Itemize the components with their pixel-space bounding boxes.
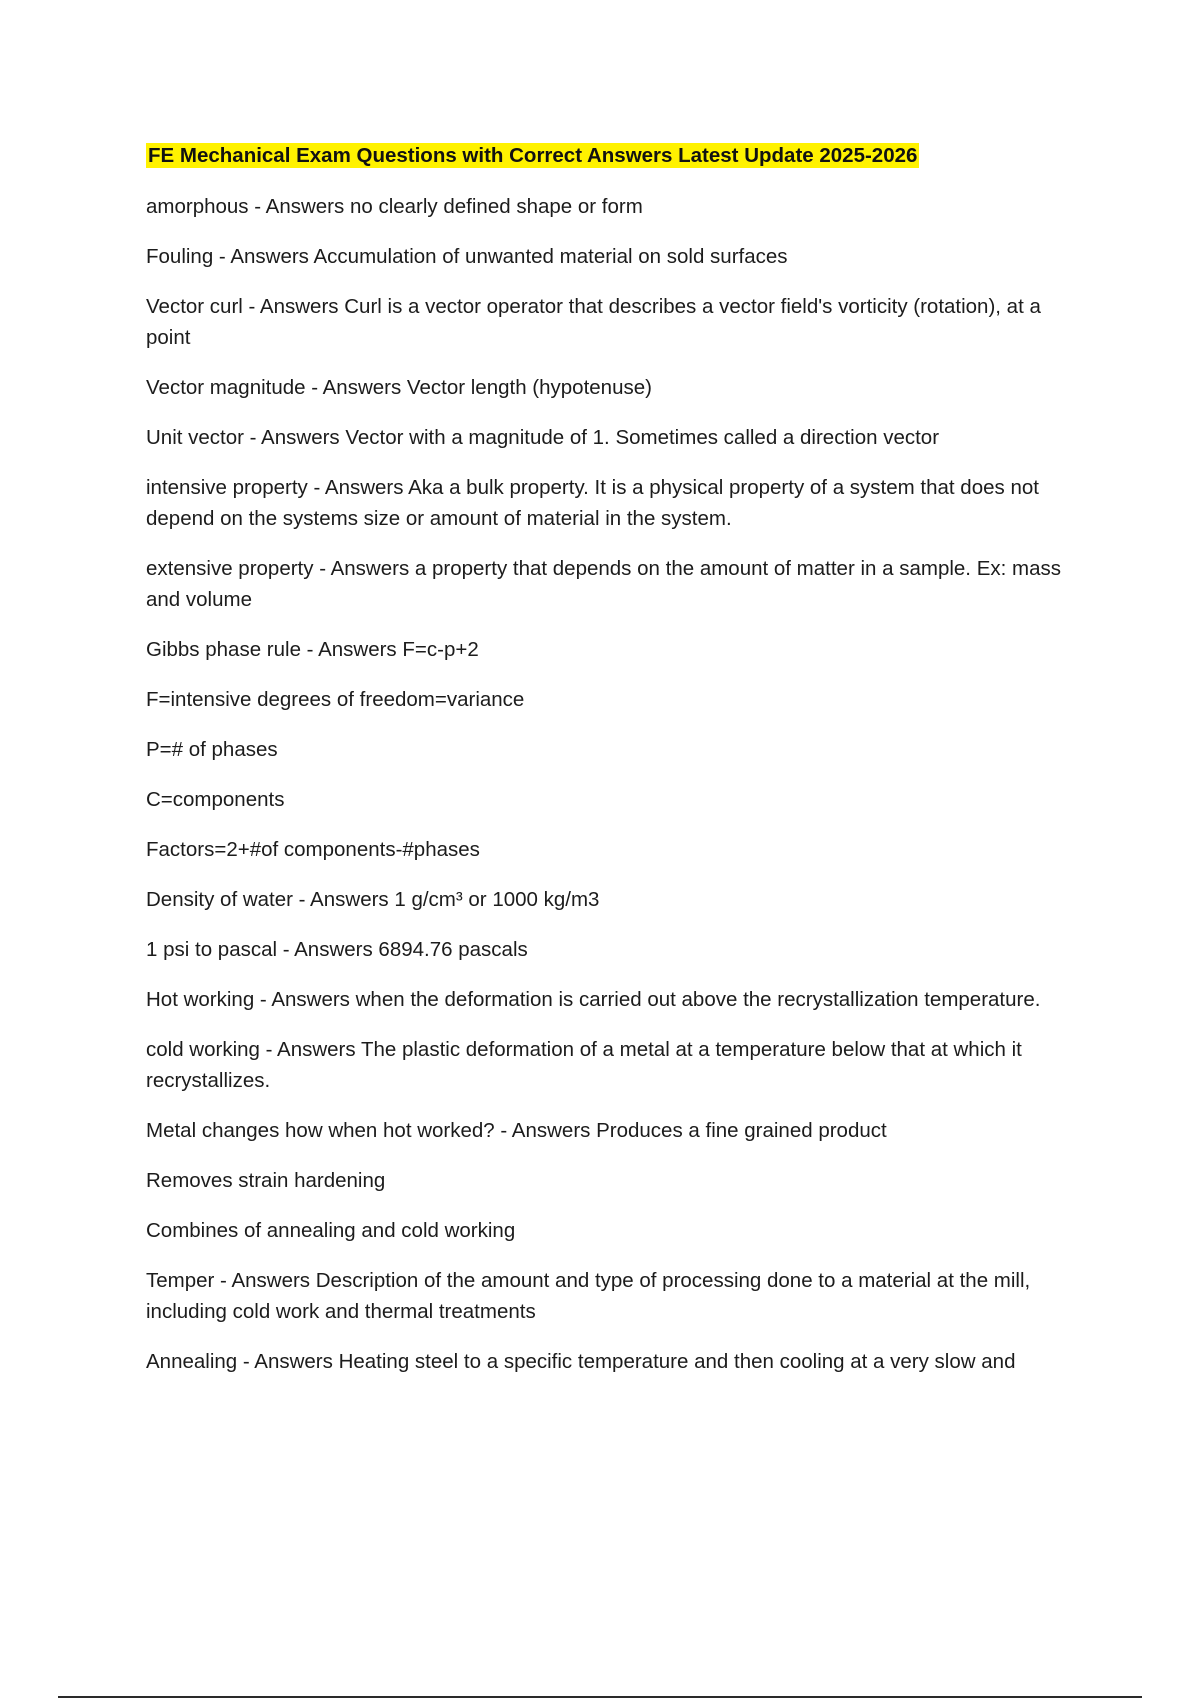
entry-combines-annealing: Combines of annealing and cold working: [146, 1219, 516, 1242]
entry-hot-worked-changes: Metal changes how when hot worked? - Answers Produces a fine grained product: [146, 1119, 887, 1142]
entry-cold-working: cold working - Answers The plastic deformation of a metal at a temperature below that at which it recrystallizes.: [146, 1038, 1022, 1092]
entry-gibbs-f-definition: F=intensive degrees of freedom=variance: [146, 688, 525, 711]
entry-gibbs-factors: Factors=2+#of components-#phases: [146, 838, 480, 861]
document-title: FE Mechanical Exam Questions with Correct Answers Latest Update 2025-2026: [148, 144, 918, 167]
footer-divider: [58, 1696, 1142, 1698]
entry-density-of-water: Density of water - Answers 1 g/cm³ or 1000 kg/m3: [146, 888, 600, 911]
entry-removes-strain-hardening: Removes strain hardening: [146, 1169, 386, 1192]
entry-annealing: Annealing - Answers Heating steel to a specific temperature and then cooling at a very slow and: [146, 1350, 1016, 1373]
entry-temper: Temper - Answers Description of the amount and type of processing done to a material at the mill, including cold work and thermal treatments: [146, 1269, 1031, 1323]
entry-gibbs-phase-rule: Gibbs phase rule - Answers F=c-p+2: [146, 638, 479, 661]
entry-fouling: Fouling - Answers Accumulation of unwanted material on sold surfaces: [146, 245, 788, 268]
entry-unit-vector: Unit vector - Answers Vector with a magnitude of 1. Sometimes called a direction vector: [146, 426, 940, 449]
document-title-line: [146, 141, 1091, 173]
document-body: [146, 141, 1091, 1396]
entry-amorphous: amorphous - Answers no clearly defined shape or form: [146, 195, 643, 218]
entry-extensive-property: extensive property - Answers a property that depends on the amount of matter in a sample. Ex: mass and volume: [146, 557, 1061, 611]
entry-hot-working: Hot working - Answers when the deformation is carried out above the recrystallization temperature.: [146, 988, 1041, 1011]
entry-psi-to-pascal: 1 psi to pascal - Answers 6894.76 pascals: [146, 938, 528, 961]
entry-gibbs-p-definition: P=# of phases: [146, 738, 278, 761]
entry-vector-curl: Vector curl - Answers Curl is a vector operator that describes a vector field's vorticity (rotation), at a point: [146, 295, 1041, 349]
entry-intensive-property: intensive property - Answers Aka a bulk property. It is a physical property of a system that does not depend on the systems size or amount of material in the system.: [146, 476, 1039, 530]
entry-vector-magnitude: Vector magnitude - Answers Vector length (hypotenuse): [146, 376, 652, 399]
entry-gibbs-c-definition: C=components: [146, 788, 285, 811]
